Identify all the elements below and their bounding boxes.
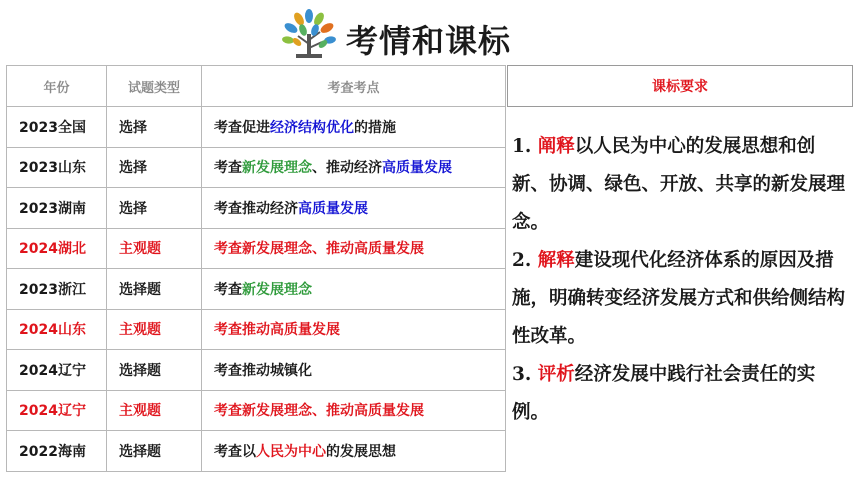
page-title: 考情和课标	[346, 22, 512, 60]
point-segment: 高质量发展	[382, 160, 452, 177]
column-header-point: 考查考点	[202, 66, 506, 107]
cell-year: 2023山东	[7, 147, 107, 188]
requirement-number: 1.	[512, 136, 538, 157]
cell-year: 2023全国	[7, 107, 107, 148]
table-row	[7, 350, 506, 391]
point-segment: 高质量发展	[298, 200, 368, 217]
point-segment: 考查推动高质量发展	[214, 322, 340, 339]
table-row	[7, 228, 506, 269]
requirement-item	[512, 242, 848, 356]
cell-type: 主观题	[107, 309, 202, 350]
point-segment: 、推动经济	[312, 160, 382, 177]
cell-type: 选择	[107, 147, 202, 188]
requirement-number: 2.	[512, 250, 538, 271]
cell-point	[202, 147, 506, 188]
cell-point	[202, 390, 506, 431]
point-segment: 考查新发展理念、推动高质量发展	[214, 403, 424, 420]
cell-type: 选择	[107, 188, 202, 229]
point-segment: 的措施	[354, 119, 396, 136]
requirement-keyword: 解释	[537, 250, 575, 271]
requirement-text: 经济发展中践行社会责任的实例。	[512, 364, 816, 423]
cell-year: 2024辽宁	[7, 350, 107, 391]
cell-year: 2024山东	[7, 309, 107, 350]
point-segment: 的发展思想	[326, 443, 396, 460]
requirements-list	[512, 128, 848, 432]
point-segment: 经济结构优化	[270, 119, 354, 136]
point-segment: 人民为中心	[256, 443, 326, 460]
requirement-number: 3.	[512, 364, 538, 385]
table-row	[7, 309, 506, 350]
table-header-row	[7, 66, 506, 107]
point-segment: 考查推动城镇化	[214, 362, 312, 379]
cell-year: 2024辽宁	[7, 390, 107, 431]
requirements-header: 课标要求	[652, 79, 708, 95]
tree-icon	[280, 8, 338, 62]
point-segment: 新发展理念	[242, 160, 312, 177]
requirement-item	[512, 128, 848, 242]
cell-type: 选择题	[107, 431, 202, 472]
cell-type: 选择题	[107, 269, 202, 310]
point-segment: 考查	[214, 281, 242, 298]
cell-point	[202, 188, 506, 229]
point-segment: 考查新发展理念、推动高质量发展	[214, 241, 424, 258]
requirement-keyword: 阐释	[537, 136, 575, 157]
cell-point	[202, 431, 506, 472]
table-row	[7, 107, 506, 148]
cell-point	[202, 309, 506, 350]
table-row	[7, 431, 506, 472]
cell-point	[202, 107, 506, 148]
requirement-text: 以人民为中心的发展思想和创新、协调、绿色、开放、共享的新发展理念。	[512, 136, 846, 233]
exam-table	[6, 65, 506, 472]
cell-year: 2024湖北	[7, 228, 107, 269]
cell-year: 2023湖南	[7, 188, 107, 229]
header	[0, 6, 860, 62]
table-body	[7, 107, 506, 472]
column-header-year: 年份	[7, 66, 107, 107]
requirement-item	[512, 356, 848, 432]
cell-year: 2022海南	[7, 431, 107, 472]
column-header-type: 试题类型	[107, 66, 202, 107]
table-row	[7, 188, 506, 229]
cell-point	[202, 228, 506, 269]
point-segment: 考查促进	[214, 119, 270, 136]
point-segment: 考查推动经济	[214, 200, 298, 217]
requirement-keyword: 评析	[537, 364, 575, 385]
table-row	[7, 269, 506, 310]
table-row	[7, 147, 506, 188]
cell-type: 选择	[107, 107, 202, 148]
requirements-header-box	[507, 65, 853, 107]
cell-point	[202, 269, 506, 310]
requirement-text: 建设现代化经济体系的原因及措施，明确转变经济发展方式和供给侧结构性改革。	[512, 250, 846, 347]
point-segment: 考查	[214, 160, 242, 177]
cell-type: 主观题	[107, 228, 202, 269]
cell-year: 2023浙江	[7, 269, 107, 310]
cell-type: 主观题	[107, 390, 202, 431]
table-row	[7, 390, 506, 431]
cell-point	[202, 350, 506, 391]
point-segment: 新发展理念	[242, 281, 312, 298]
cell-type: 选择题	[107, 350, 202, 391]
point-segment: 考查以	[214, 443, 256, 460]
